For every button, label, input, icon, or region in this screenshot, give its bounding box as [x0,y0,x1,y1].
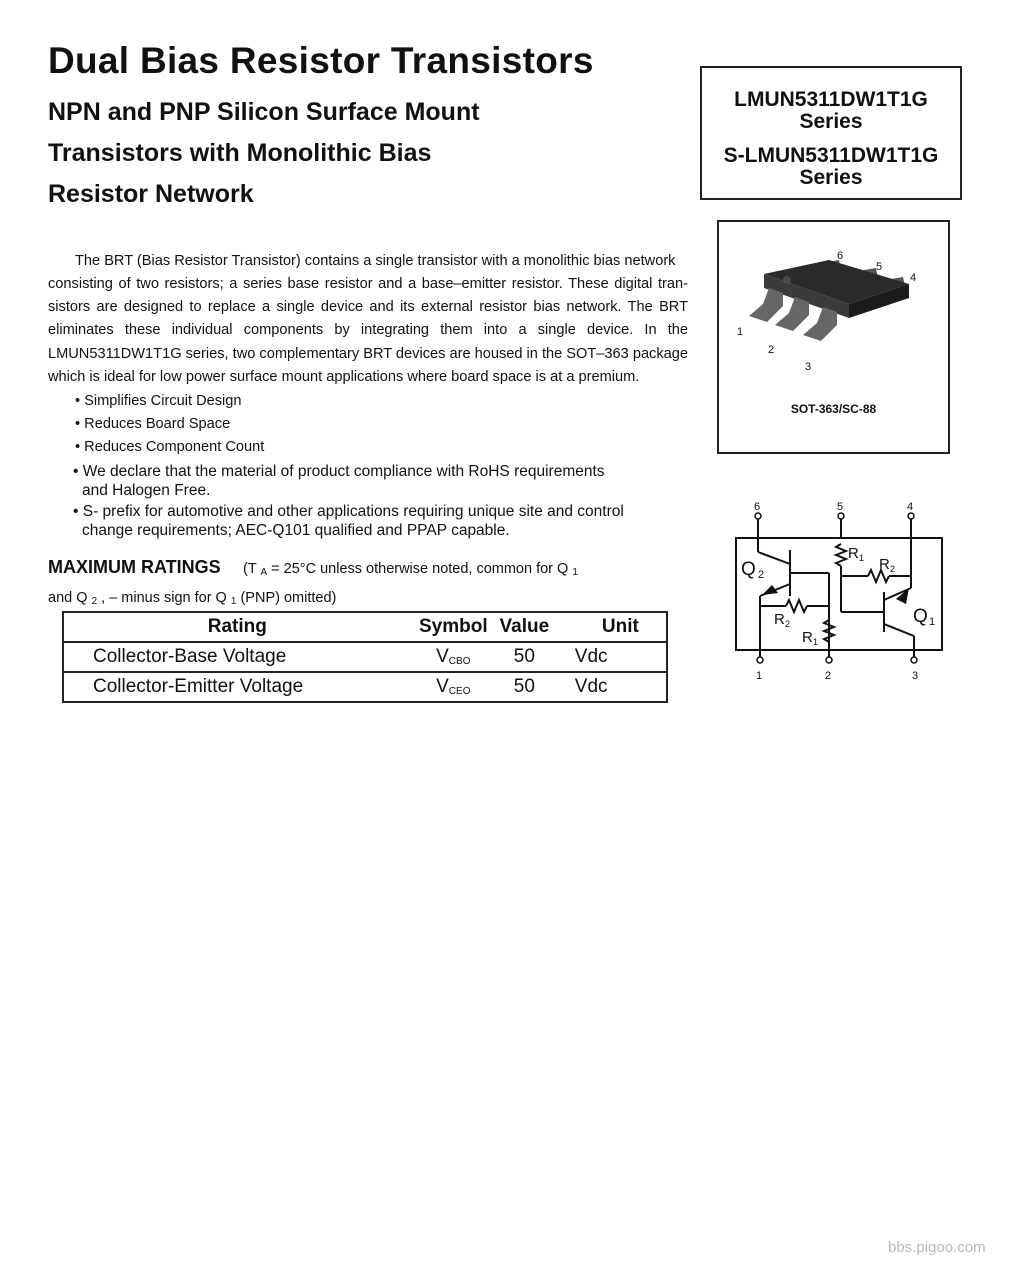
note2-b: , – minus sign for Q [101,590,227,606]
pin-label-2: 2 [768,344,775,356]
note2-q2: 2 [91,596,98,607]
package-box [717,220,950,454]
package-label: SOT-363/SC-88 [790,402,877,416]
circuit-schematic [728,500,950,686]
feature-item-automotive [73,502,683,540]
note-prefix: (T [243,561,257,577]
part-number-box [700,66,962,200]
q2-sub: 2 [758,569,765,581]
feature-item: • Reduces Component Count [75,439,265,455]
r1-sub-bottom: 1 [813,637,819,647]
table-header-row [63,612,667,642]
schematic-pin-3: 3 [912,670,919,682]
note-sub: A [260,567,268,578]
description-line-1: The BRT (Bias Resistor Transistor) contains a single transistor with a monolithic bias network [75,253,676,269]
pin-label-5: 5 [876,261,883,273]
watermark: bbs.pigoo.com [888,1239,986,1256]
cell-unit: Vdc [553,642,667,672]
feature-auto-line-1: • S- prefix for automotive and other applications requiring unique site and control [73,503,624,520]
col-rating: Rating [63,612,411,642]
q1-label: Q [913,606,928,627]
cell-symbol [411,642,496,672]
table-row [63,672,667,702]
r2-sub-left: 2 [785,619,791,629]
description-line-4: eliminates these individual components by integrating them into a single device. In the [48,322,688,338]
subtitle-line-1: NPN and PNP Silicon Surface Mount [48,98,480,126]
r1-sub-top: 1 [859,553,865,563]
cell-symbol [411,672,496,702]
r2-label-left: R [774,611,785,628]
feature-item: • Simplifies Circuit Design [75,393,242,409]
q1-sub: 1 [929,616,936,628]
feature-item: • Reduces Board Space [75,416,231,432]
ratings-table-clip [62,611,670,697]
pin-label-6: 6 [837,250,844,262]
subtitle-line-2: Transistors with Monolithic Bias [48,139,432,167]
symbol-sub: CBO [448,656,471,667]
symbol-main: V [436,676,449,697]
cell-rating: Collector-Emitter Voltage [63,672,411,702]
part-number-1: LMUN5311DW1T1G [734,88,928,111]
cell-unit: Vdc [553,672,667,702]
description-line-5: LMUN5311DW1T1G series, two complementary BRT devices are housed in the SOT–363 package [48,346,689,362]
schematic-pin-1: 1 [756,670,763,682]
schematic-pin-5: 5 [837,501,844,513]
max-ratings-note [243,561,578,578]
r1-label-top: R [848,545,859,562]
note2-a: and Q [48,590,88,606]
schematic-pin-6: 6 [754,501,761,513]
part-number-2: S-LMUN5311DW1T1G [723,144,939,167]
r2-label-right: R [879,556,890,573]
page-title: Dual Bias Resistor Transistors [48,40,594,81]
description-line-6: which is ideal for low power surface mount applications where board space is at a premium. [48,369,640,385]
series-label-2: Series [799,166,863,189]
col-value: Value [496,612,553,642]
feature-item-rohs [73,462,683,500]
schematic-pin-2: 2 [825,670,832,682]
symbol-sub: CEO [448,686,471,697]
col-unit: Unit [553,612,667,642]
q2-label: Q [741,559,756,580]
col-symbol: Symbol [411,612,496,642]
note-q1: 1 [572,567,578,578]
pin-label-1: 1 [737,326,744,338]
ratings-table [62,611,668,703]
schematic-pin-4: 4 [907,501,914,513]
symbol-main: V [436,646,449,667]
note2-q1: 1 [230,596,237,607]
feature-rohs-line-2: and Halogen Free. [82,482,211,499]
feature-rohs-line-1: • We declare that the material of product compliance with RoHS requirements [73,463,605,480]
max-ratings-note-2 [48,590,336,607]
package-illustration [719,222,948,397]
cell-value: 50 [496,642,553,672]
table-row [63,642,667,672]
note2-c: (PNP) omitted) [240,590,337,606]
series-label-1: Series [799,110,863,133]
description-line-3: sistors are designed to replace a single device and its external resistor bias network. The BRT [48,299,688,315]
pin-label-3: 3 [805,361,812,373]
description-line-2: consisting of two resistors; a series base resistor and a base–emitter resistor. These digital tran- [48,276,688,292]
max-ratings-heading: MAXIMUM RATINGS [48,557,221,577]
note-rest: = 25°C unless otherwise noted, common for Q [271,561,569,577]
r2-sub-right: 2 [890,564,896,574]
subtitle-line-3: Resistor Network [48,180,254,208]
feature-auto-line-2: change requirements; AEC-Q101 qualified and PPAP capable. [82,522,510,539]
cell-rating: Collector-Base Voltage [63,642,411,672]
cell-value: 50 [496,672,553,702]
pin-label-4: 4 [910,272,917,284]
r1-label-bottom: R [802,629,813,646]
